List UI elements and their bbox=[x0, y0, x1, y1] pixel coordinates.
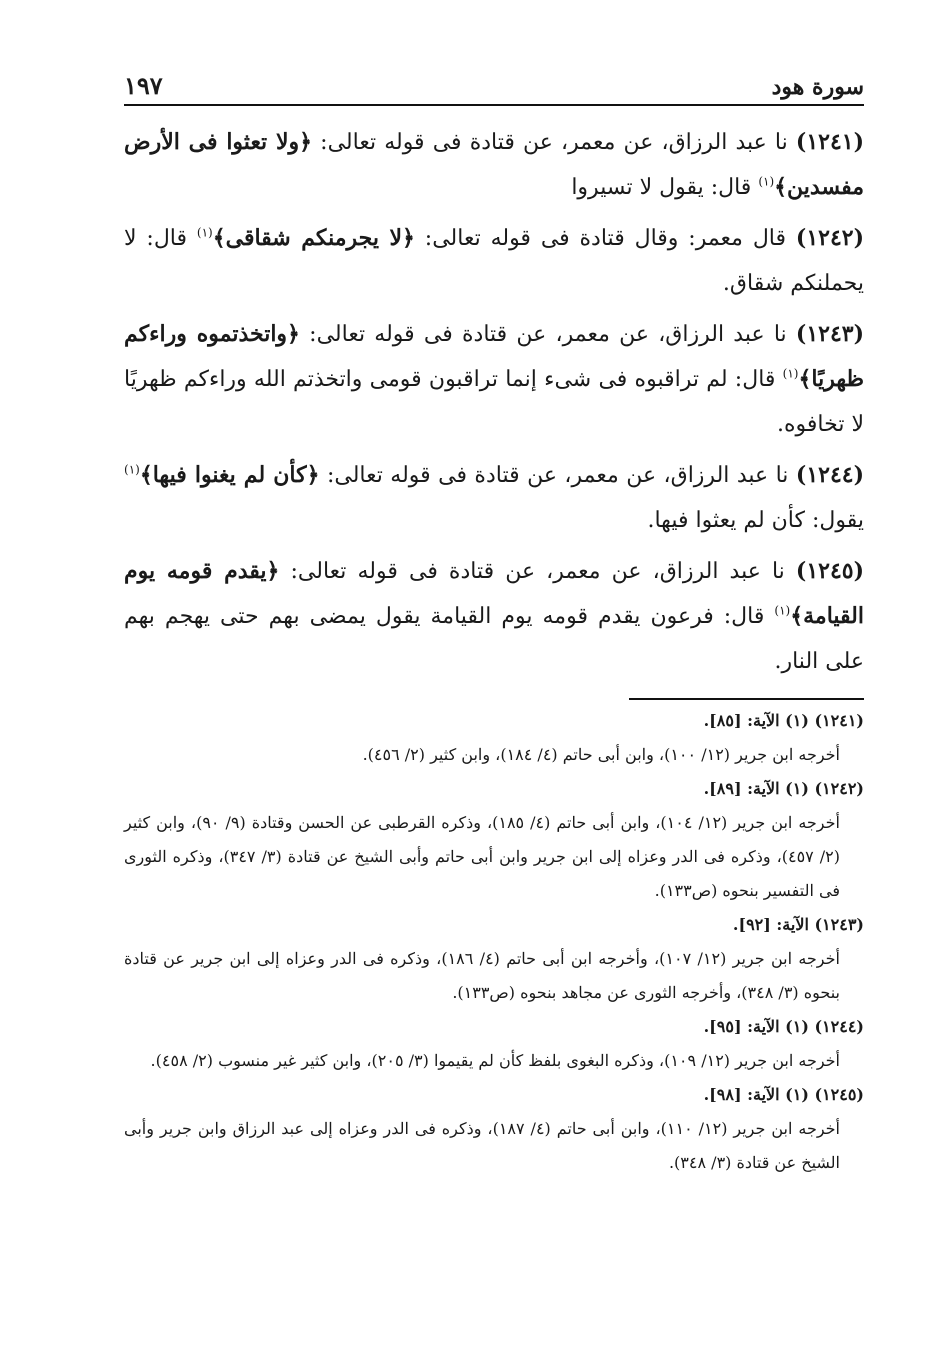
narration-number: (١٢٤٣) bbox=[795, 321, 864, 347]
footnote-marker: (١) bbox=[774, 603, 791, 618]
narration-entry bbox=[124, 453, 864, 543]
footnote-heading: (١٢٤٥) (١) الآية: [٩٨]. bbox=[703, 1085, 864, 1104]
quran-verse: ﴿كأن لم يغنوا فيها﴾ bbox=[139, 462, 320, 488]
footnote-marker: (١) bbox=[124, 462, 140, 477]
narration-number: (١٢٤٢) bbox=[795, 225, 864, 251]
narration-text: يقول: كأن لم يعثوا فيها. bbox=[647, 508, 864, 533]
narration-text: قال: لا يحملنكم شقاق. bbox=[124, 226, 864, 296]
quran-verse: ﴿لا يجرمنكم شقاقى﴾ bbox=[212, 225, 415, 251]
footnote-heading: (١٢٤٢) (١) الآية: [٨٩]. bbox=[703, 779, 864, 798]
footnote-heading: (١٢٤٣) الآية: [٩٢]. bbox=[732, 915, 864, 934]
footnote-marker: (١) bbox=[758, 174, 775, 189]
surah-name: سورة هود bbox=[771, 74, 864, 100]
footnote-marker: (١) bbox=[782, 366, 799, 381]
narration-entry bbox=[124, 312, 864, 447]
narration-text: نا عبد الرزاق، عن معمر، عن قتادة فى قوله تعالى: bbox=[319, 463, 796, 488]
page-number: ١٩٧ bbox=[124, 71, 163, 100]
book-page bbox=[124, 70, 864, 1180]
footnote-text: أخرجه ابن جرير (١٢/ ١١٠)، وابن أبى حاتم (٤/ ١٨٧)، وذكره فى الدر وعزاه إلى عبد الرزاق وابن جرير وأبى الشيخ عن قتادة (٣/ ٣٤٨). bbox=[124, 1119, 840, 1172]
quran-verse: ﴿ولا تعثوا فى الأرض مفسدين﴾ bbox=[124, 129, 864, 200]
footnote-text: أخرجه ابن جرير (١٢/ ١٠٠)، وابن أبى حاتم (٤/ ١٨٤)، وابن كثير (٢/ ٤٥٦). bbox=[362, 745, 840, 764]
footnote-heading: (١٢٤١) (١) الآية: [٨٥]. bbox=[703, 711, 864, 730]
footnote-text: أخرجه ابن جرير (١٢/ ١٠٩)، وذكره البغوى بلفظ كأن لم يقيموا (٣/ ٢٠٥)، وابن كثير غير منسوب (٢/ ٤٥٨). bbox=[150, 1051, 840, 1070]
narration-text: نا عبد الرزاق، عن معمر، عن قتادة فى قوله تعالى: bbox=[279, 559, 796, 584]
narration-entry bbox=[124, 120, 864, 210]
narration-entry bbox=[124, 549, 864, 684]
footnote-marker: (١) bbox=[196, 225, 213, 240]
footnotes bbox=[124, 704, 864, 1180]
footnote-text: أخرجه ابن جرير (١٢/ ١٠٤)، وابن أبى حاتم (٤/ ١٨٥)، وذكره القرطبى عن الحسن وقتادة (٩/ ٩٠)، وابن كثير (٢/ ٤٥٧)، وذكره فى الدر وعزاه إلى ابن جرير وابن أبى حاتم وأبى الشيخ عن قتادة (٣/ ٣٤٧)، وذكره الثورى فى التفسير بنحوه (ص١٣٣). bbox=[124, 813, 840, 900]
narration-number: (١٢٤٤) bbox=[795, 462, 864, 488]
narration-text: قال: لم تراقبوه فى شىء إنما تراقبون قومى واتخذتم الله وراءكم ظهريًا لا تخافوه. bbox=[124, 367, 864, 437]
quran-verse: ﴿واتخذتموه وراءكم ظهريًا﴾ bbox=[124, 321, 864, 392]
footnote-heading: (١٢٤٤) (١) الآية: [٩٥]. bbox=[703, 1017, 864, 1036]
narration-number: (١٢٤١) bbox=[795, 129, 864, 155]
page-header bbox=[124, 70, 864, 106]
footnote-text: أخرجه ابن جرير (١٢/ ١٠٧)، وأخرجه ابن أبى حاتم (٤/ ١٨٦)، وذكره فى الدر وعزاه إلى ابن جرير عن قتادة بنحوه (٣/ ٣٤٨)، وأخرجه الثورى عن مجاهد بنحوه (ص١٣٣). bbox=[124, 949, 840, 1002]
narration-text: نا عبد الرزاق، عن معمر، عن قتادة فى قوله تعالى: bbox=[299, 322, 796, 347]
narration-text: قال: يقول لا تسيروا bbox=[571, 175, 759, 200]
quran-verse: ﴿يقدم قومه يوم القيامة﴾ bbox=[124, 558, 864, 629]
narration-text: قال معمر: وقال قتادة فى قوله تعالى: bbox=[414, 226, 796, 251]
narration-text: قال: فرعون يقدم قومه يوم القيامة يقول يمضى بهم حتى يهجم بهم على النار. bbox=[124, 604, 864, 674]
footnotes-divider bbox=[629, 698, 864, 700]
main-text bbox=[124, 120, 864, 684]
narration-entry bbox=[124, 216, 864, 306]
narration-text: نا عبد الرزاق، عن معمر، عن قتادة فى قوله تعالى: bbox=[312, 130, 796, 155]
narration-number: (١٢٤٥) bbox=[795, 558, 865, 584]
